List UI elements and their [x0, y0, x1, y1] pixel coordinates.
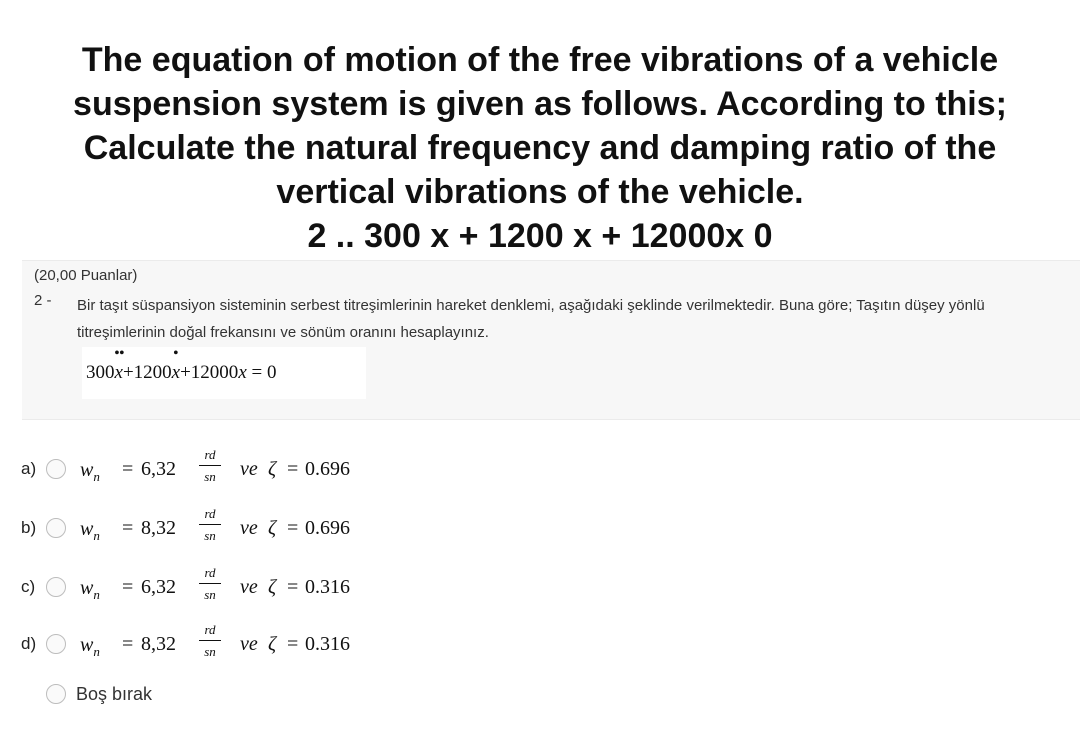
option-letter: d): [21, 634, 37, 653]
equals-sign: =: [122, 458, 134, 480]
option-a[interactable]: [0, 447, 520, 493]
equation-of-motion: [86, 346, 277, 384]
zeta-symbol: ζ: [268, 576, 277, 598]
unit-fraction: rd sn: [199, 506, 221, 544]
equation-term: +1200: [122, 362, 172, 383]
zeta-symbol: ζ: [268, 633, 277, 655]
conjunction: ve: [240, 458, 258, 480]
equation-tail: = 0: [246, 362, 277, 383]
zeta-symbol: ζ: [268, 517, 277, 539]
equation-variable: x: [238, 362, 247, 383]
double-dot-mark: ••: [114, 346, 125, 361]
radio-button[interactable]: [46, 577, 66, 597]
option-letter: b): [21, 518, 37, 537]
natural-frequency-value: 8,32: [141, 517, 176, 539]
natural-frequency-value: 8,32: [141, 633, 176, 655]
omega-symbol: $w_n$: [80, 459, 100, 484]
equation-acceleration: [114, 346, 125, 384]
natural-frequency-value: 6,32: [141, 576, 176, 598]
omega-symbol: $w_n$: [80, 518, 100, 543]
option-c[interactable]: [0, 565, 520, 611]
zeta-symbol: ζ: [268, 458, 277, 480]
natural-frequency-value: 6,32: [141, 458, 176, 480]
conjunction: ve: [240, 517, 258, 539]
damping-ratio-value: 0.696: [305, 517, 350, 539]
equation-variable: x: [114, 362, 123, 383]
equation-velocity: [171, 346, 181, 384]
omega-symbol: $w_n$: [80, 634, 100, 659]
option-letter: a): [21, 459, 37, 478]
question-text: Bir taşıt süspansiyon sisteminin serbest titreşimlerinin hareket denklemi, aşağıdaki şeklinde verilmektedir. Buna göre; Taşıtın düşey yönlü titreşimlerinin doğal frekansını ve sönüm oranını hesaplayınız.: [77, 297, 985, 341]
unit-fraction: rd sn: [199, 565, 221, 603]
heading-line: vertical vibrations of the vehicle.: [276, 173, 804, 211]
equals-sign: =: [287, 458, 299, 480]
equation-coefficient: 300: [86, 362, 115, 383]
radio-button[interactable]: [46, 518, 66, 538]
omega-symbol: $w_n$: [80, 577, 100, 602]
radio-button[interactable]: [46, 459, 66, 479]
radio-button[interactable]: [46, 634, 66, 654]
equation-variable: x: [171, 362, 181, 383]
damping-ratio-value: 0.316: [305, 576, 350, 598]
leave-blank-label: Boş bırak: [76, 684, 153, 704]
question-box: [22, 260, 1080, 420]
unit-fraction: rd sn: [199, 447, 221, 485]
conjunction: ve: [240, 633, 258, 655]
single-dot-mark: •: [173, 346, 179, 361]
heading-equation: 2 .. 300 x + 1200 x + 12000x 0: [307, 217, 773, 255]
heading-line: Calculate the natural frequency and damping ratio of the: [83, 129, 997, 167]
question-heading: [0, 38, 1080, 258]
damping-ratio-value: 0.316: [305, 633, 350, 655]
equals-sign: =: [287, 576, 299, 598]
equation-image: [82, 347, 366, 399]
question-points: (20,00 Puanlar): [34, 267, 138, 284]
question-number: 2 -: [34, 292, 52, 309]
equals-sign: =: [287, 633, 299, 655]
heading-line: suspension system is given as follows. According to this;: [73, 85, 1007, 123]
equals-sign: =: [122, 576, 134, 598]
equals-sign: =: [122, 517, 134, 539]
damping-ratio-value: 0.696: [305, 458, 350, 480]
option-d[interactable]: [0, 622, 520, 668]
unit-fraction: rd sn: [199, 622, 221, 660]
heading-line: The equation of motion of the free vibrations of a vehicle: [81, 41, 999, 79]
radio-button[interactable]: [46, 684, 66, 704]
option-b[interactable]: [0, 506, 520, 552]
equals-sign: =: [287, 517, 299, 539]
equals-sign: =: [122, 633, 134, 655]
conjunction: ve: [240, 576, 258, 598]
equation-term: +12000: [180, 362, 239, 383]
option-letter: c): [21, 577, 36, 596]
